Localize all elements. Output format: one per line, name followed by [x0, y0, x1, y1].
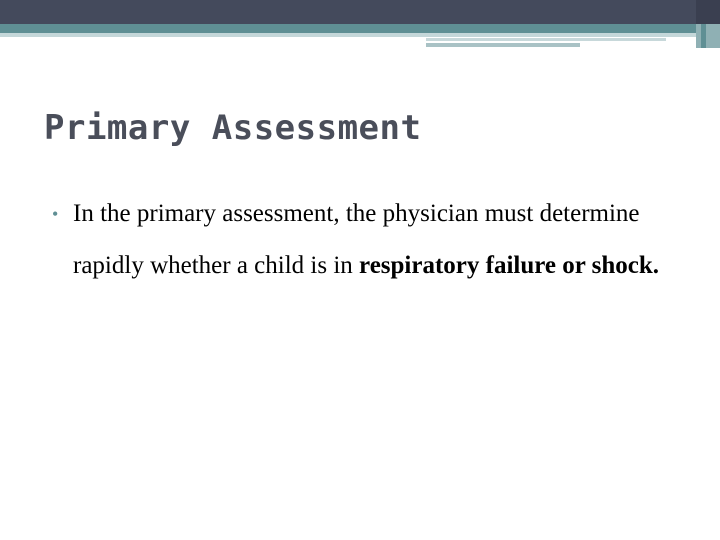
- bullet-item: [52, 188, 682, 292]
- header-accent-stripe-short: [426, 43, 580, 47]
- slide-title: Primary Assessment: [44, 108, 422, 148]
- header-corner-dark: [696, 0, 720, 24]
- header-band-teal: [0, 24, 720, 33]
- bullet-list: [52, 188, 682, 292]
- header-accent-stripe: [426, 38, 666, 41]
- bullet-dot-icon: •: [52, 204, 59, 224]
- header-band-light: [0, 33, 720, 37]
- bullet-text-bold: respiratory failure or shock.: [359, 252, 660, 279]
- header-band-dark: [0, 0, 720, 24]
- bullet-text-regular: In the primary assessment, the physician must determine rapidly whether a child is in: [73, 200, 640, 279]
